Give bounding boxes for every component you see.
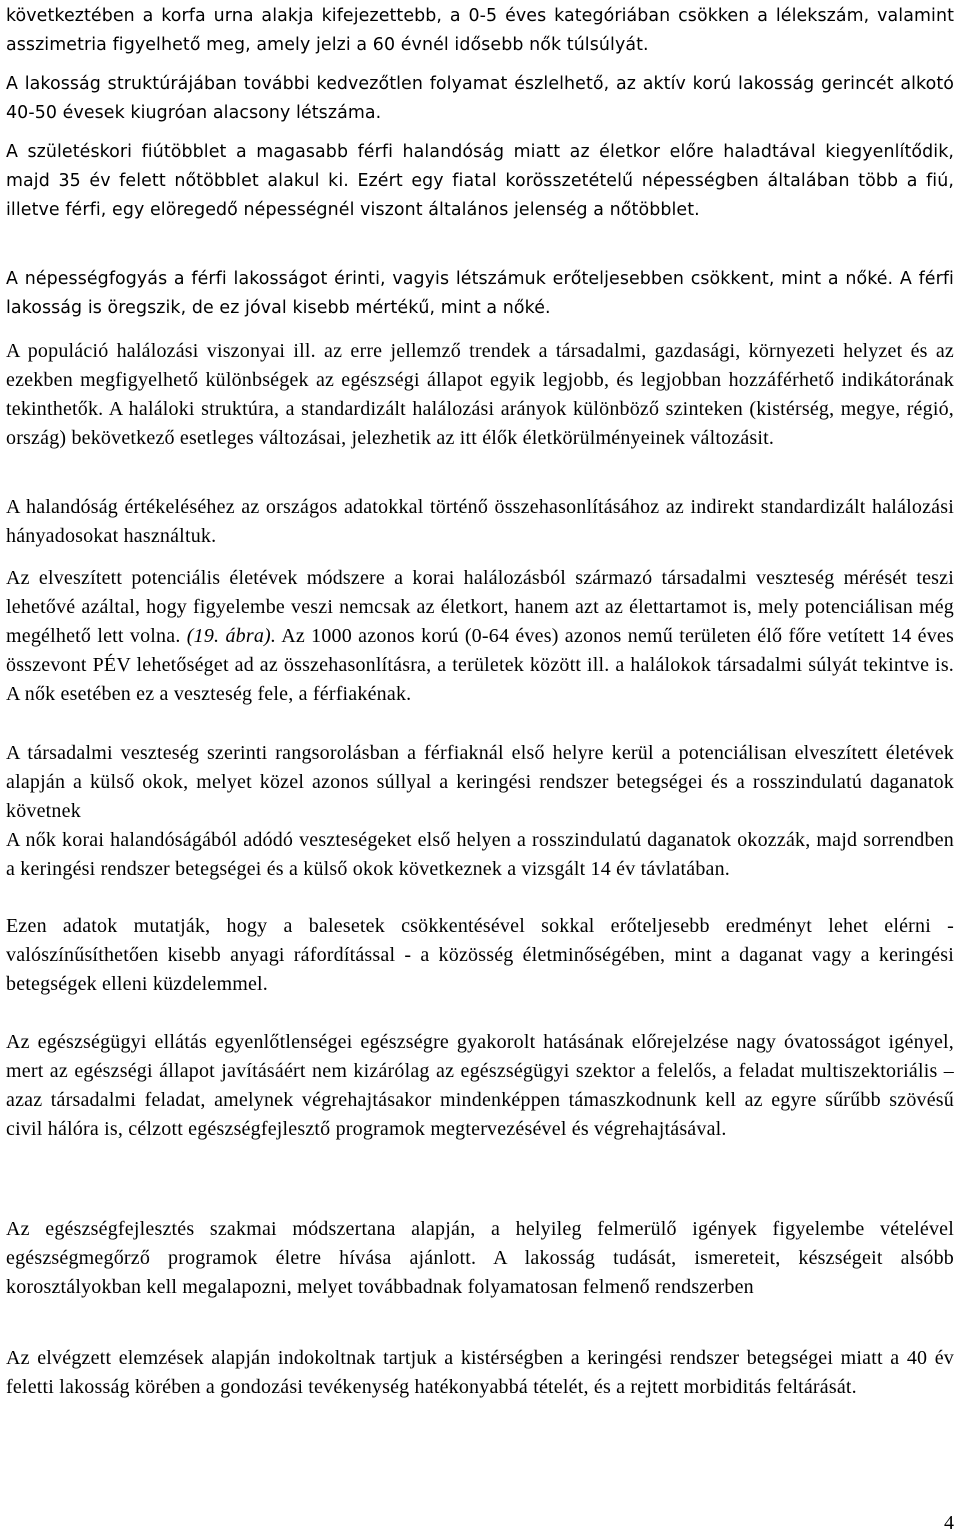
paragraph-mortality-evaluation: A halandóság értékeléséhez az országos adatokkal történő összehasonlításához az indirekt standardizált halálozási hányadosokat használtuk. bbox=[6, 496, 954, 547]
lost-life-years-text-before: Az elveszített potenciális életévek módszere a korai halálozásból származó társadalmi veszteség mérését teszi lehetővé azáltal, hogy figyelembe veszi nemcsak az életkort, hanem azt az élettartamot is, mely potenciálisan még megélhető lett volna. bbox=[6, 567, 954, 647]
paragraph-sex-ratio: A születéskori fiútöbblet a magasabb férfi halandóság miatt az életkor előre haladtával kiegyenlítődik, majd 35 év felett nőtöbblet alakul ki. Ezért egy fiatal korösszetételű népességben általában több a fiú, illetve férfi, egy elöregedő népességnél viszont általános jelenség a nőtöbblet. bbox=[6, 142, 954, 220]
paragraph-healthcare-inequality: Az egészségügyi ellátás egyenlőtlenségei egészségre gyakorolt hatásának előrejelzése nagy óvatosságot igényel, mert az egészségi állapot javításáért nem kizárólag az egészségügyi szektor a felelős, a feladat multiszektoriális – azaz társadalmi feladat, amelynek végrehajtásakor mindenképpen támaszkodnunk kell az egyre sűrűbb szövésű civil hálóra is, célzott egészségfejlesztő programok megtervezésével és végrehajtásával. bbox=[6, 1031, 954, 1140]
paragraph-age-structure: A lakosság struktúrájában további kedvezőtlen folyamat észlelhető, az aktív korú lakosság gerincét alkotó 40-50 évesek kiugróan alacsony létszáma. bbox=[6, 74, 954, 123]
paragraph-population-pyramid: következtében a korfa urna alakja kifejezettebb, a 0-5 éves kategóriában csökken a lélekszám, valamint asszimetria figyelhető meg, amely jelzi a 60 évnél idősebb nők túlsúlyát. bbox=[6, 6, 954, 55]
figure-reference: (19. ábra). bbox=[186, 625, 277, 647]
paragraph-mortality-conditions: A populáció halálozási viszonyai ill. az erre jellemző trendek a társadalmi, gazdasági, környezeti helyzet és az ezekben megfigyelhető különbségek az egészségi állapot egyik legjobb, és legjobban hozzáférhető indikátorának tekinthetők. A haláloki struktúra, a standardizált halálozási arányok különböző szinteken (kistérség, megye, régió, ország) bekövetkező esetleges változásai, jelezhetik az itt élők életkörülményeinek változásit. bbox=[6, 340, 954, 449]
paragraph-health-promotion: Az egészségfejlesztés szakmai módszertana alapján, a helyileg felmerülő igények figyelembe vételével egészségmegőrző programok életre hívása ajánlott. A lakosság tudását, ismereteit, készségeit alsóbb korosztályokban kell megalapozni, melyet továbbadnak folyamatosan felmenő rendszerben bbox=[6, 1218, 954, 1298]
lost-life-years-text-after: Az 1000 azonos korú (0-64 éves) azonos nemű területen élő főre vetített 14 éves összevont PÉV lehetőséget ad az összehasonlításra, a területek között ill. a halálokok társadalmi súlyát tekintve is. A nők esetében ez a veszteség fele, a férfiakénak. bbox=[6, 625, 954, 705]
paragraph-female-mortality: A nők korai halandóságából adódó veszteségeket első helyen a rosszindulatú daganatok okozzák, majd sorrendben a keringési rendszer betegségei és a külső okok következnek a vizsgált 14 év távlatában. bbox=[6, 829, 954, 880]
paragraph-male-ranking: A társadalmi veszteség szerinti rangsorolásban a férfiaknál első helyre kerül a potenciálisan elveszített életévek alapján a külső okok, melyet közel azonos súllyal a keringési rendszer betegségei és a rosszindulatú daganatok követnek bbox=[6, 742, 954, 822]
page-number: 4 bbox=[944, 1512, 954, 1534]
paragraph-lost-life-years bbox=[6, 564, 954, 709]
paragraph-conclusions: Az elvégzett elemzések alapján indokoltnak tartjuk a kistérségben a keringési rendszer betegségei miatt a 40 év feletti lakosság körében a gondozási tevékenység hatékonyabbá tételét, és a rejtett morbiditás feltárását. bbox=[6, 1347, 954, 1398]
paragraph-accident-reduction: Ezen adatok mutatják, hogy a balesetek csökkentésével sokkal erőteljesebb eredményt lehet elérni - valószínűsíthetően kisebb anyagi ráfordítással - a közösség életminőségében, mint a daganat vagy a keringési betegségek elleni küzdelemmel. bbox=[6, 915, 954, 995]
paragraph-population-decline: A népességfogyás a férfi lakosságot érinti, vagyis létszámuk erőteljesebben csökkent, mint a nőké. A férfi lakosság is öregszik, de ez jóval kisebb mértékű, mint a nőké. bbox=[6, 269, 954, 318]
